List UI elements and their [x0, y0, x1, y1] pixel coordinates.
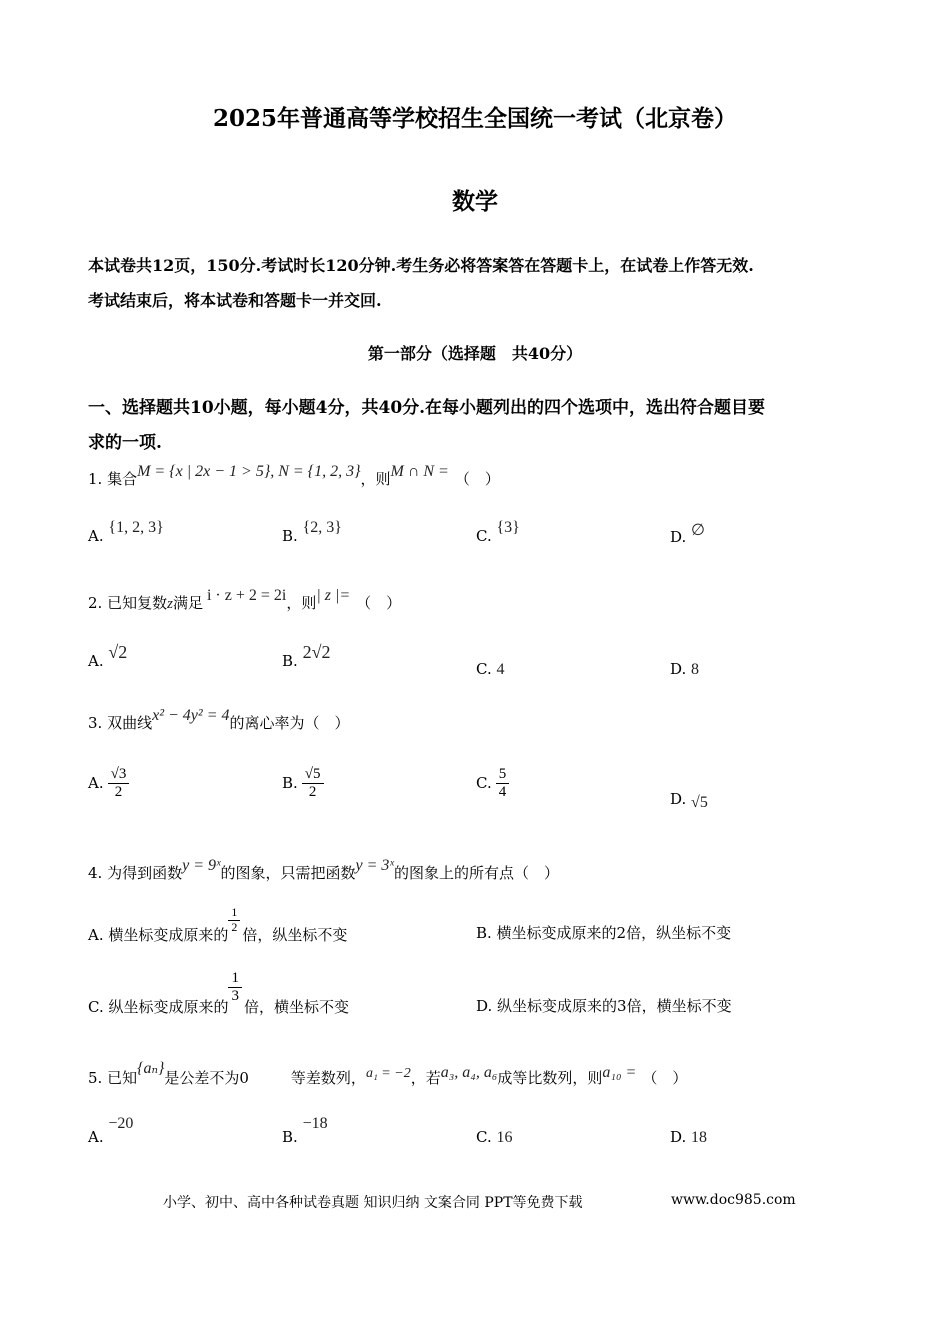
q3-option-d: D. √5	[670, 790, 708, 811]
q1-option-d: D. ∅	[670, 522, 705, 546]
question-5	[88, 1060, 688, 1088]
q2-prefix: 2. 已知复数	[88, 594, 168, 612]
q2-option-a: A. √2	[88, 642, 128, 670]
q3-option-a: A. $\frac{√3}{2}$	[88, 766, 129, 802]
q5-mid2: 等差数列，	[290, 1069, 366, 1087]
q5-prefix: 5. 已知	[88, 1069, 138, 1087]
q5-paren: （ ）	[642, 1069, 688, 1087]
q4-mid: 的图象，只需把函数	[220, 864, 356, 882]
q5-option-c: C. 16	[476, 1128, 513, 1146]
q2-equation-math: i · z + 2 = 2i	[206, 587, 287, 604]
part-one-heading: 第一部分（选择题 共40分）	[367, 344, 583, 363]
q4-option-b: B. 横坐标变成原来的2倍，纵坐标不变	[476, 924, 732, 942]
q2-option-c: C. 4	[476, 660, 505, 678]
q5-first-term-math: a₁ = −2	[365, 1066, 411, 1081]
q4-option-c: C. 纵坐标变成原来的 $\frac{1}{3}$ 倍，横坐标不变	[88, 970, 349, 1016]
q1-option-a: A. {1, 2, 3}	[88, 519, 164, 545]
footer-url[interactable]: www.doc985.com	[671, 1192, 796, 1208]
q3-prefix: 3. 双曲线	[88, 714, 153, 732]
question-4	[88, 857, 559, 883]
q3-suffix: 的离心率为（ ）	[229, 714, 350, 732]
q1-option-b: B. {2, 3}	[282, 519, 342, 545]
question-2	[88, 587, 402, 613]
q5-terms-math: a₃, a₄, a₆	[440, 1064, 498, 1081]
q3-hyperbola-math: x² − 4y² = 4	[152, 707, 230, 724]
q1-option-c: C. {3}	[476, 519, 520, 545]
section-one-line-2: 求的一项.	[88, 433, 162, 453]
footer-text: 小学、初中、高中各种试卷真题 知识归纳 文案合同 PPT等免费下载	[163, 1195, 583, 1211]
intro-line-2: 考试结束后，将本试卷和答题卡一并交回.	[88, 291, 382, 310]
q4-option-d: D. 纵坐标变成原来的3倍，横坐标不变	[476, 997, 732, 1015]
q2-option-d: D. 8	[670, 660, 700, 678]
q5-mid4: 成等比数列，则	[497, 1069, 603, 1087]
q3-option-c: C. $\frac{5}{4}$	[476, 766, 509, 802]
q2-var: z	[167, 596, 173, 612]
q2-mid2: ，则	[286, 594, 317, 612]
question-1	[88, 463, 500, 489]
q5-option-a: A. −20	[88, 1115, 134, 1146]
q5-target-term-math: a₁₀ =	[602, 1064, 637, 1081]
q1-prefix: 1. 集合	[88, 470, 138, 488]
q1-intersection-math: M ∩ N =	[390, 463, 449, 480]
q5-option-b: B. −18	[282, 1115, 328, 1146]
q1-paren: （ ）	[454, 470, 500, 488]
question-3	[88, 707, 350, 733]
q5-mid: 是公差不为0	[164, 1069, 249, 1087]
q2-mid: 满足	[172, 594, 203, 612]
intro-line-1: 本试卷共12页，150分.考试时长120分钟.考生务必将答案答在答题卡上，在试卷上作答无效.	[88, 256, 754, 275]
q4-source-function-math: y = 3ˣ	[355, 857, 394, 874]
q3-option-b: B. $\frac{√5}{2}$	[282, 766, 324, 802]
q2-modulus-math: | z |=	[316, 587, 351, 604]
exam-title: 2025年普通高等学校招生全国统一考试（北京卷）	[212, 105, 737, 132]
q1-sets-math: M = {x | 2x − 1 > 5}, N = {1, 2, 3}	[137, 463, 361, 480]
q4-suffix: 的图象上的所有点（ ）	[393, 864, 559, 882]
q5-sequence-math: {aₙ}	[137, 1060, 165, 1077]
section-one-line-1: 一、选择题共10小题，每小题4分，共40分.在每小题列出的四个选项中，选出符合题目要	[88, 398, 766, 418]
subject-title: 数学	[452, 188, 498, 215]
q4-option-a: A. 横坐标变成原来的 $\frac{1}{2}$ 倍，纵坐标不变	[88, 905, 348, 945]
q4-prefix: 4. 为得到函数	[88, 864, 183, 882]
q4-target-function-math: y = 9ˣ	[182, 857, 221, 874]
q1-mid: ，则	[360, 470, 391, 488]
q2-option-b: B. 2√2	[282, 642, 331, 670]
q5-mid3: ，若	[410, 1069, 441, 1087]
q5-option-d: D. 18	[670, 1128, 708, 1146]
q2-paren: （ ）	[356, 594, 402, 612]
